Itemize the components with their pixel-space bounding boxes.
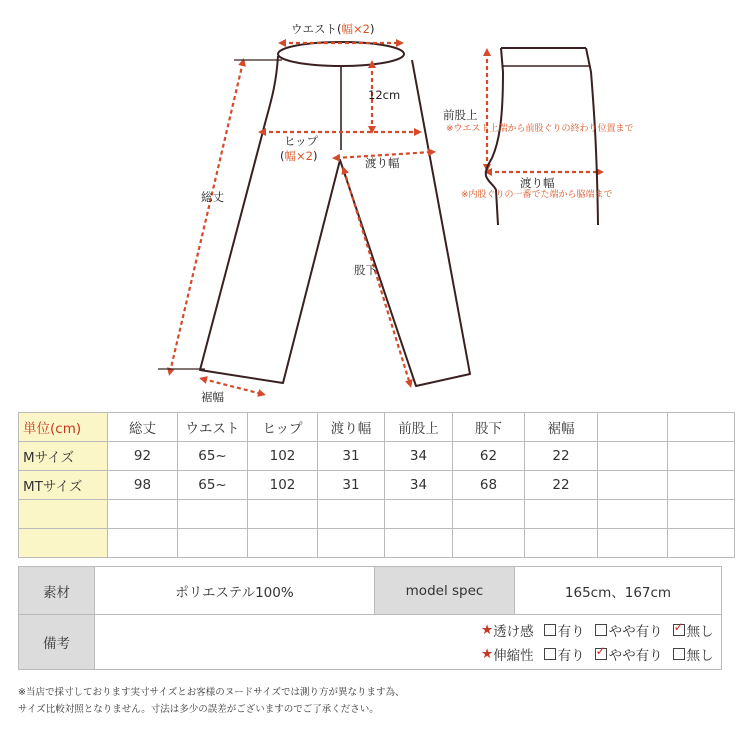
- table-cell: [668, 500, 735, 529]
- table-cell: 102: [248, 442, 318, 471]
- header-cell: ヒップ: [248, 413, 318, 442]
- header-cell: [668, 413, 735, 442]
- stretch-option-slight[interactable]: ✓ やや有り: [595, 644, 663, 664]
- table-cell: 62: [453, 442, 525, 471]
- front-rise-label: 前股上: [443, 108, 478, 122]
- inseam-label: 股下: [354, 263, 377, 277]
- header-cell: [598, 413, 668, 442]
- sheer-row: [481, 618, 721, 642]
- table-cell: [668, 471, 735, 500]
- rise-depth-label: 12cm: [368, 88, 401, 102]
- sheer-option-none[interactable]: ✓ 無し: [673, 620, 714, 640]
- checkbox-icon[interactable]: [544, 648, 556, 660]
- front-pants-outline: [200, 56, 470, 386]
- table-cell: [598, 529, 668, 558]
- checkbox-icon[interactable]: [544, 624, 556, 636]
- table-row: [19, 500, 735, 529]
- table-cell: 34: [385, 442, 453, 471]
- spec-table: [18, 566, 722, 670]
- header-cell: 渡り幅: [318, 413, 385, 442]
- footnote-line-2: サイズ比較対照となりません。寸法は多少の誤差がございますのでご了承ください。: [18, 704, 379, 715]
- table-cell: 65~: [178, 471, 248, 500]
- sheer-label: 透け感: [493, 624, 534, 640]
- row-label: MTサイズ: [19, 471, 108, 500]
- table-cell: [453, 500, 525, 529]
- material-value: ポリエステル100%: [95, 567, 375, 615]
- table-cell: 68: [453, 471, 525, 500]
- table-cell: [598, 442, 668, 471]
- header-cell: 股下: [453, 413, 525, 442]
- length-label: 総丈: [201, 190, 224, 204]
- checkbox-icon[interactable]: [595, 624, 607, 636]
- table-cell: [385, 529, 453, 558]
- table-cell: [385, 500, 453, 529]
- front-rise-note: ※ウエスト上端から前股ぐりの終わり位置まで: [446, 124, 634, 134]
- table-cell: [598, 471, 668, 500]
- stretch-label: 伸縮性: [493, 648, 534, 664]
- table-cell: 31: [318, 442, 385, 471]
- row-label: [19, 529, 108, 558]
- table-cell: [668, 529, 735, 558]
- checked-checkbox-icon[interactable]: [673, 624, 685, 636]
- stretch-option-none[interactable]: 無し: [673, 644, 714, 664]
- table-cell: [248, 529, 318, 558]
- stretch-option-yes[interactable]: 有り: [544, 644, 585, 664]
- table-cell: [598, 500, 668, 529]
- size-table: [18, 412, 735, 558]
- model-spec-label: model spec: [375, 567, 515, 615]
- remarks-value: [95, 615, 722, 670]
- star-icon: ★: [481, 622, 494, 638]
- header-cell: 裾幅: [525, 413, 598, 442]
- table-cell: [108, 500, 178, 529]
- hem-label: 裾幅: [201, 390, 224, 404]
- table-cell: 65~: [178, 442, 248, 471]
- checkbox-icon[interactable]: [673, 648, 685, 660]
- sheer-option-slight[interactable]: やや有り: [595, 620, 663, 640]
- waist-label: ウエスト(幅×2): [291, 22, 375, 36]
- star-icon: ★: [481, 646, 494, 662]
- side-thigh-label: 渡り幅: [520, 176, 555, 190]
- sheer-option-yes[interactable]: 有り: [544, 620, 585, 640]
- length-measure-line: [170, 62, 243, 372]
- checked-checkbox-icon[interactable]: [595, 648, 607, 660]
- table-cell: [525, 500, 598, 529]
- table-cell: [108, 529, 178, 558]
- hip-sub-label: (幅×2): [280, 149, 318, 163]
- header-cell: ウエスト: [178, 413, 248, 442]
- header-unit: 単位(cm): [19, 413, 108, 442]
- table-cell: 102: [248, 471, 318, 500]
- table-cell: 92: [108, 442, 178, 471]
- table-cell: [668, 442, 735, 471]
- table-cell: 31: [318, 471, 385, 500]
- table-cell: [178, 529, 248, 558]
- table-cell: 22: [525, 471, 598, 500]
- table-cell: 34: [385, 471, 453, 500]
- stretch-row: [481, 642, 721, 666]
- thigh-note: ※内股ぐりの一番でた端から脇端まで: [461, 190, 613, 200]
- table-cell: [318, 500, 385, 529]
- model-spec-value: 165cm、167cm: [515, 567, 722, 615]
- material-label: 素材: [19, 567, 95, 615]
- table-header-row: [19, 413, 735, 442]
- hip-label: ヒップ: [284, 134, 319, 148]
- table-row: [19, 471, 735, 500]
- table-row: [19, 529, 735, 558]
- table-cell: [178, 500, 248, 529]
- waistband-shape: [278, 42, 404, 66]
- header-cell: 総丈: [108, 413, 178, 442]
- table-cell: [525, 529, 598, 558]
- table-cell: 98: [108, 471, 178, 500]
- thigh-label: 渡り幅: [365, 156, 400, 170]
- table-row: [19, 442, 735, 471]
- footnote-line-1: ※当店で採寸しております実寸サイズとお客様のヌードサイズでは測り方が異なります為、: [18, 687, 405, 698]
- row-label: [19, 500, 108, 529]
- row-label: Mサイズ: [19, 442, 108, 471]
- table-cell: [248, 500, 318, 529]
- table-cell: 22: [525, 442, 598, 471]
- table-cell: [318, 529, 385, 558]
- header-cell: 前股上: [385, 413, 453, 442]
- remarks-label: 備考: [19, 615, 95, 670]
- table-cell: [453, 529, 525, 558]
